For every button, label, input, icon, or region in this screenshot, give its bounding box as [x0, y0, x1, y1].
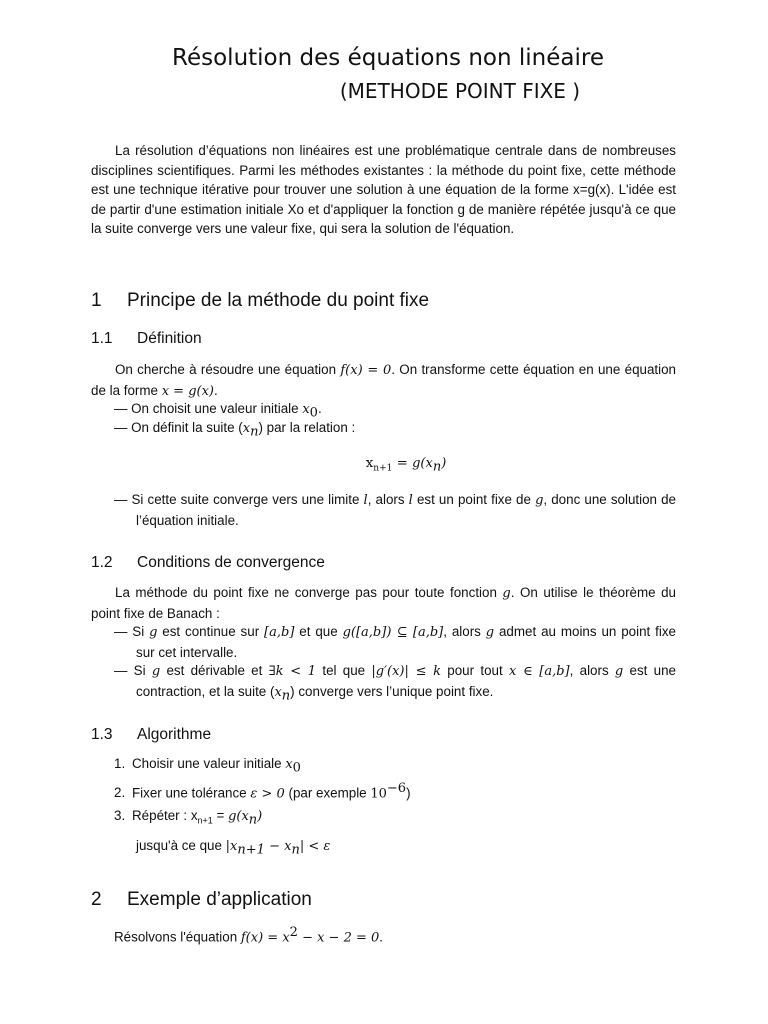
inclusion-expr: g([a,b]) ⊆ [a,b] — [342, 625, 444, 640]
section-2-title: Exemple d’application — [127, 889, 312, 910]
formula-equals: = — [392, 456, 413, 471]
c-bullet-2-e: , alors — [569, 663, 615, 678]
interval-ab: [a,b] — [264, 625, 295, 640]
var-l: l — [363, 493, 368, 508]
stop-open: |x — [225, 839, 238, 854]
definition-paragraph — [91, 360, 676, 401]
c-bullet-1-a: — Si — [114, 624, 150, 639]
step-2-text-b: (par exemple — [284, 785, 371, 801]
epsilon-expr: ε > 0 — [250, 786, 285, 802]
subsection-1-1-number: 1.1 — [91, 330, 113, 347]
stop-text: jusqu'à ce que — [136, 838, 226, 853]
equation-x-gx: x = g(x) — [161, 383, 215, 399]
section-2-number: 2 — [91, 889, 102, 910]
convergence-text-a: La méthode du point fixe ne converge pas pour toute fonction — [115, 585, 503, 600]
bullet-3-text-d: , donc une solution de l’équation initiale. — [136, 492, 676, 528]
formula-rhs-sub: n — [432, 459, 442, 475]
subsection-1-3-heading — [91, 726, 211, 744]
bullet-2-end: ) par la relation : — [258, 420, 356, 435]
convergence-paragraph — [91, 583, 676, 623]
definition-bullet-2 — [114, 418, 676, 442]
c-bullet-2-h: ) converge vers l’unique point fixe. — [290, 683, 494, 699]
var-g: g — [502, 586, 511, 601]
var-g: g — [485, 625, 495, 640]
step-2-close: ) — [406, 785, 411, 801]
step-3-eq: = — [212, 808, 229, 823]
bullet-1-text: — On choisit une valeur initiale — [114, 401, 303, 416]
step-1-text: Choisir une valeur initiale — [132, 756, 286, 771]
c-bullet-2-c: tel que — [316, 663, 372, 678]
var-g: g — [151, 664, 161, 679]
subsection-1-1-heading — [91, 330, 202, 348]
bullet-3-text-b: , alors — [367, 492, 409, 507]
var-l: l — [408, 493, 413, 508]
title-line-1: Résolution des équations non linéaire — [172, 45, 604, 71]
step-3-number: 3. — [114, 808, 126, 823]
convergence-bullet-1 — [114, 622, 676, 662]
example-end: . — [379, 929, 384, 945]
algorithm-step-1 — [114, 756, 301, 776]
stop-mid: − x — [264, 839, 292, 854]
example-paragraph — [114, 925, 383, 945]
bullet-3-text-c: est un point fixe de — [412, 492, 536, 507]
recurrence-formula — [0, 456, 768, 475]
bullet-1-end: . — [317, 401, 322, 416]
var-g: g — [614, 664, 624, 679]
example-text: Résolvons l'équation — [114, 929, 241, 945]
definition-text-c: . — [214, 382, 218, 398]
section-2-heading — [91, 889, 312, 911]
intro-paragraph: La résolution d’équations non linéaires est une problématique centrale dans de nombreuses disciplines scientifiques. Parmi les méthodes existantes : la méthode du point fixe, cette méthode est une technique itérative pour trouver une solution à une équation de la forme x=g(x). L'idée est de partir d'une estimation initiale Xo et d'appliquer la fonction g de manière répétée jusqu'à ce que la suite converge vers une valeur fixe, qui sera la solution de l'équation. — [91, 143, 676, 237]
convergence-text-b: . On utilise le théorème du point fixe de Banach : — [91, 585, 676, 621]
c-bullet-1-c: et que — [294, 624, 343, 639]
c-bullet-2-f: est une contraction, et la suite ( — [136, 663, 676, 699]
c-bullet-1-e: admet au moins un point fixe sur cet intervalle. — [136, 624, 676, 660]
exponent: −6 — [386, 781, 407, 796]
step-3-text: Répéter : — [132, 808, 191, 823]
sub-n: n — [250, 424, 259, 440]
var-x: x — [274, 684, 282, 700]
algorithm-step-2 — [114, 781, 411, 801]
algorithm-stop-condition — [136, 838, 330, 858]
x-in-interval-expr: x ∈ [a,b] — [508, 664, 570, 679]
sub-0: 0 — [309, 405, 318, 421]
subsection-1-2-heading — [91, 554, 325, 572]
formula-close: ) — [441, 456, 447, 471]
bullet-3-text-a: — Si cette suite converge vers une limite — [114, 492, 364, 507]
section-1-number: 1 — [91, 290, 102, 311]
step-3-lhs: x — [190, 808, 198, 823]
subsection-1-1-title: Définition — [137, 330, 202, 347]
definition-text-a: On cherche à résoudre une équation — [115, 362, 341, 377]
subsection-1-2-number: 1.2 — [91, 554, 113, 571]
section-1-title: Principe de la méthode du point fixe — [127, 290, 430, 311]
definition-bullet-3 — [114, 490, 676, 530]
stop-sub-2: n — [291, 842, 300, 858]
subsection-1-2-title: Conditions de convergence — [137, 554, 325, 571]
step-3-rhs-sub: n — [248, 812, 258, 828]
step-3-rhs: g(x — [228, 809, 249, 824]
c-bullet-1-b: est continue sur — [157, 624, 265, 639]
formula-lhs-sub: n+1 — [373, 463, 393, 474]
c-bullet-2-b: est dérivable et — [160, 663, 269, 678]
subsection-1-3-number: 1.3 — [91, 726, 113, 743]
step-3-close: ) — [257, 809, 263, 824]
title-line-2: (METHODE POINT FIXE ) — [339, 79, 581, 103]
algorithm-step-3 — [114, 808, 262, 828]
formula-rhs: g(x — [412, 456, 433, 471]
step-2-text: Fixer une tolérance — [132, 785, 251, 801]
sub-n: n — [281, 688, 291, 704]
sub-0: 0 — [292, 760, 301, 776]
step-2-number: 2. — [114, 785, 126, 801]
c-bullet-2-d: pour tout — [441, 663, 509, 678]
example-eq-rest: − x − 2 = 0 — [297, 930, 380, 946]
equation-f-x-zero: f(x) = 0 — [340, 363, 392, 378]
c-bullet-1-d: , alors — [443, 624, 486, 639]
c-bullet-2-a: — Si — [114, 663, 152, 678]
var-x: x — [285, 757, 293, 772]
formula-lhs: x — [365, 456, 374, 471]
step-3-lhs-sub: n+1 — [197, 815, 213, 826]
var-x: x — [302, 402, 310, 417]
var-g: g — [149, 625, 158, 640]
example-eq: f(x) = x — [240, 930, 290, 946]
subsection-1-3-title: Algorithme — [137, 726, 212, 743]
step-1-number: 1. — [114, 756, 126, 771]
var-g: g — [535, 493, 544, 508]
ten: 10 — [370, 786, 387, 802]
stop-close: | < ε — [299, 839, 331, 854]
section-1-heading — [91, 290, 429, 312]
definition-text-b: . On transforme cette équation en une équation de la forme — [91, 362, 676, 398]
example-exponent: 2 — [289, 925, 298, 940]
var-x: x — [242, 421, 251, 436]
bullet-2-text: — On définit la suite ( — [114, 420, 243, 435]
derivative-bound-expr: |g′(x)| ≤ k — [371, 664, 442, 679]
exists-k-expr: ∃k < 1 — [268, 664, 317, 679]
stop-sub-1: n+1 — [237, 842, 265, 858]
convergence-bullet-2 — [114, 661, 676, 706]
